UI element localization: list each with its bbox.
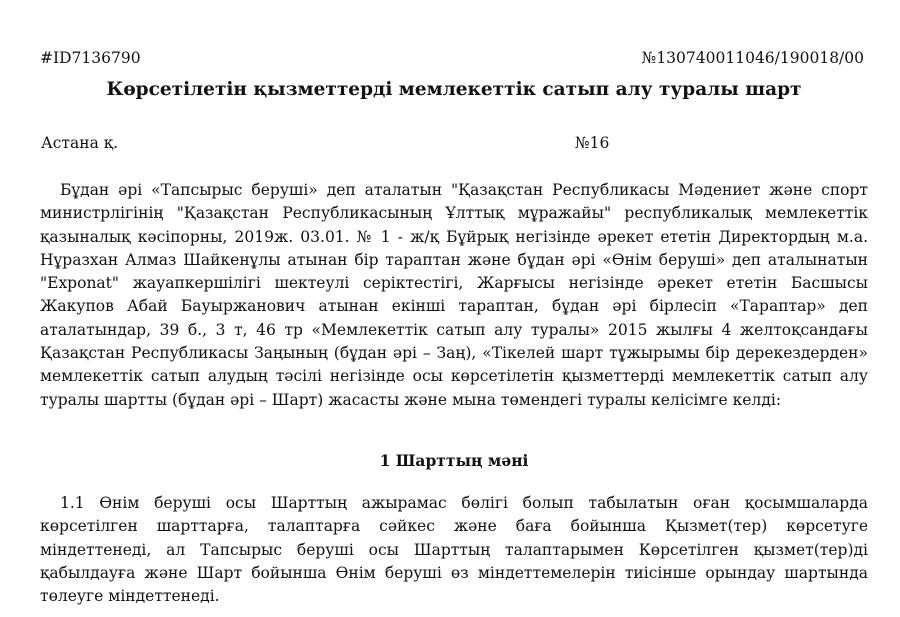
city-label: Астана қ. <box>41 134 119 152</box>
document-title: Көрсетілетін қызметтерді мемлекеттік сатып алу туралы шарт <box>106 79 802 100</box>
section-heading: 1 Шарттың мәні <box>379 451 529 470</box>
document-page <box>40 0 868 617</box>
clause-1-1: 1.1 Өнім беруші осы Шарттың ажырамас бөлігі болып табылатын оған қосымшаларда көрсетілген шарттарға, талаптарға сәйкес және баға бойынша Қызмет(тер) көрсетуге міндеттенеді, ал Тапсырыс беруші осы Шарттың талаптарымен Көрсетілген қызмет(тер)ді қабылдауға және Шарт бойынша Өнім беруші өз міндеттемелерін тиісінше орындау шартында төлеуге міндеттенеді. <box>40 494 868 606</box>
preamble-paragraph: Бұдан әрі «Тапсырыс беруші» деп аталатын "Қазақстан Республикасы Мәдениет және спорт министрлігінің "Қазақстан Республикасының Ұлттық мұражайы" республикалық мемлекеттік қазыналық кәсіпорны, 2019ж. 03.01. № 1 - ж/қ Бұйрық негізінде әрекет ететін Директордың м.а. Нұразхан Алмаз Шайкенұлы атынан бір тараптан және бұдан әрі «Өнім беруші» деп аталынатын "Exponat" жауапкершілігі шектеулі серіктестігі, Жарғысы негізінде әрекет ететін Басшысы Жакупов Абай Бауыржанович атынан екінші тараптан, бұдан әрі бірлесіп «Тараптар» деп аталатындар, 39 б., 3 т, 46 тр «Мемлекеттік сатып алу туралы» 2015 жылғы 4 желтоқсандағы Қазақстан Республикасы Заңының (бұдан әрі – Заң), «Тікелей шарт тұжырымы бір дерекездерден» мемлекеттік сатып алудың тәсілі негізінде осы көрсетілетін қызметтерді мемлекеттік сатып алу туралы шартты (бұдан әрі – Шарт) жасасты және мына төмендегі туралы келісімге келді: <box>40 181 868 409</box>
contract-number: №16 <box>575 134 610 152</box>
document-id: #ID7136790 <box>40 49 141 67</box>
registration-number: №130740011046/190018/00 <box>641 49 864 67</box>
